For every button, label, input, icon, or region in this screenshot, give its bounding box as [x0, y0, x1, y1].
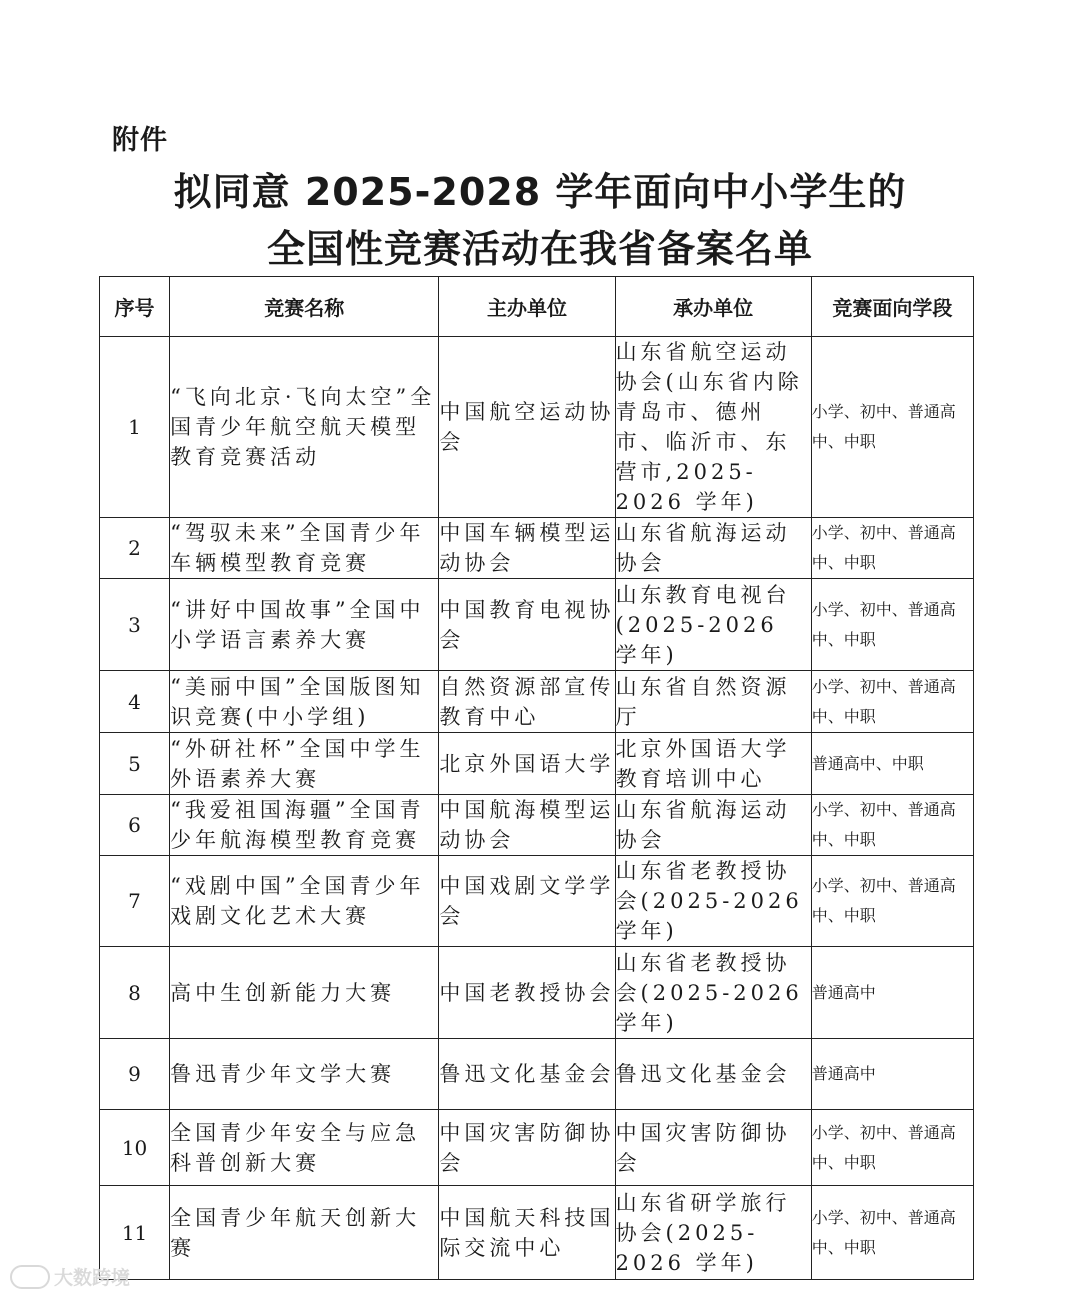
row-number: 11: [100, 1186, 170, 1280]
school-level: 普通高中: [811, 1039, 973, 1110]
row-number: 1: [100, 337, 170, 518]
row-number: 7: [100, 856, 170, 947]
header-competition-name: 竞赛名称: [170, 277, 439, 337]
school-level: 小学、初中、普通高中、中职: [811, 671, 973, 733]
document-title-line-1: 拟同意 2025-2028 学年面向中小学生的: [173, 170, 907, 214]
competition-roster-table: [99, 276, 974, 1280]
competition-name: 高中生创新能力大赛: [170, 947, 439, 1039]
row-number: 2: [100, 518, 170, 579]
school-level: 小学、初中、普通高中、中职: [811, 795, 973, 856]
table-row: [100, 1186, 974, 1280]
organizer-unit: 北京外国语大学教育培训中心: [615, 733, 811, 795]
table-row: [100, 947, 974, 1039]
host-unit: 北京外国语大学: [439, 733, 615, 795]
competition-name: “我爱祖国海疆”全国青少年航海模型教育竞赛: [170, 795, 439, 856]
competition-name: “戏剧中国”全国青少年戏剧文化艺术大赛: [170, 856, 439, 947]
header-school-level: 竞赛面向学段: [811, 277, 973, 337]
row-number: 9: [100, 1039, 170, 1110]
header-host-unit: 主办单位: [439, 277, 615, 337]
organizer-unit: 山东省自然资源厅: [615, 671, 811, 733]
host-unit: 中国灾害防御协会: [439, 1110, 615, 1186]
organizer-unit: 山东省航海运动协会: [615, 795, 811, 856]
host-unit: 中国航海模型运动协会: [439, 795, 615, 856]
competition-name: 鲁迅青少年文学大赛: [170, 1039, 439, 1110]
host-unit: 中国航天科技国际交流中心: [439, 1186, 615, 1280]
document-title-line-2: 全国性竞赛活动在我省备案名单: [266, 227, 813, 271]
host-unit: 中国航空运动协会: [439, 337, 615, 518]
row-number: 10: [100, 1110, 170, 1186]
row-number: 5: [100, 733, 170, 795]
host-unit: 自然资源部宣传教育中心: [439, 671, 615, 733]
table-row: [100, 733, 974, 795]
organizer-unit: 山东省老教授协会(2025-2026 学年): [615, 947, 811, 1039]
organizer-unit: 中国灾害防御协会: [615, 1110, 811, 1186]
table-row: [100, 337, 974, 518]
school-level: 小学、初中、普通高中、中职: [811, 579, 973, 671]
competition-name: “飞向北京·飞向太空”全国青少年航空航天模型教育竞赛活动: [170, 337, 439, 518]
competition-name: “驾驭未来”全国青少年车辆模型教育竞赛: [170, 518, 439, 579]
competition-name: 全国青少年航天创新大赛: [170, 1186, 439, 1280]
watermark-text: 大数跨境: [54, 1267, 131, 1289]
row-number: 6: [100, 795, 170, 856]
competition-name: “美丽中国”全国版图知识竞赛(中小学组): [170, 671, 439, 733]
row-number: 8: [100, 947, 170, 1039]
organizer-unit: 山东省航海运动协会: [615, 518, 811, 579]
host-unit: 中国老教授协会: [439, 947, 615, 1039]
school-level: 小学、初中、普通高中、中职: [811, 518, 973, 579]
organizer-unit: 山东教育电视台(2025-2026 学年): [615, 579, 811, 671]
table-row: [100, 579, 974, 671]
school-level: 小学、初中、普通高中、中职: [811, 1186, 973, 1280]
organizer-unit: 山东省研学旅行协会(2025-2026 学年): [615, 1186, 811, 1280]
host-unit: 中国车辆模型运动协会: [439, 518, 615, 579]
organizer-unit: 山东省航空运动协会(山东省内除青岛市、德州市、临沂市、东营市,2025-2026 学年): [615, 337, 811, 518]
host-unit: 中国戏剧文学学会: [439, 856, 615, 947]
table-row: [100, 518, 974, 579]
organizer-unit: 鲁迅文化基金会: [615, 1039, 811, 1110]
table-row: [100, 856, 974, 947]
school-level: 小学、初中、普通高中、中职: [811, 1110, 973, 1186]
competition-name: “讲好中国故事”全国中小学语言素养大赛: [170, 579, 439, 671]
organizer-unit: 山东省老教授协会(2025-2026 学年): [615, 856, 811, 947]
table-row: [100, 671, 974, 733]
attachment-label: 附件: [112, 125, 168, 156]
competition-name: 全国青少年安全与应急科普创新大赛: [170, 1110, 439, 1186]
school-level: 小学、初中、普通高中、中职: [811, 856, 973, 947]
school-level: 普通高中、中职: [811, 733, 973, 795]
table-header-row: [100, 277, 974, 337]
host-unit: 中国教育电视协会: [439, 579, 615, 671]
watermark-logo-icon: [10, 1265, 50, 1289]
header-organizer-unit: 承办单位: [615, 277, 811, 337]
table-row: [100, 1039, 974, 1110]
watermark: [10, 1263, 130, 1290]
school-level: 普通高中: [811, 947, 973, 1039]
competition-name: “外研社杯”全国中学生外语素养大赛: [170, 733, 439, 795]
table-row: [100, 1110, 974, 1186]
table-row: [100, 795, 974, 856]
host-unit: 鲁迅文化基金会: [439, 1039, 615, 1110]
row-number: 3: [100, 579, 170, 671]
school-level: 小学、初中、普通高中、中职: [811, 337, 973, 518]
header-number: 序号: [100, 277, 170, 337]
row-number: 4: [100, 671, 170, 733]
